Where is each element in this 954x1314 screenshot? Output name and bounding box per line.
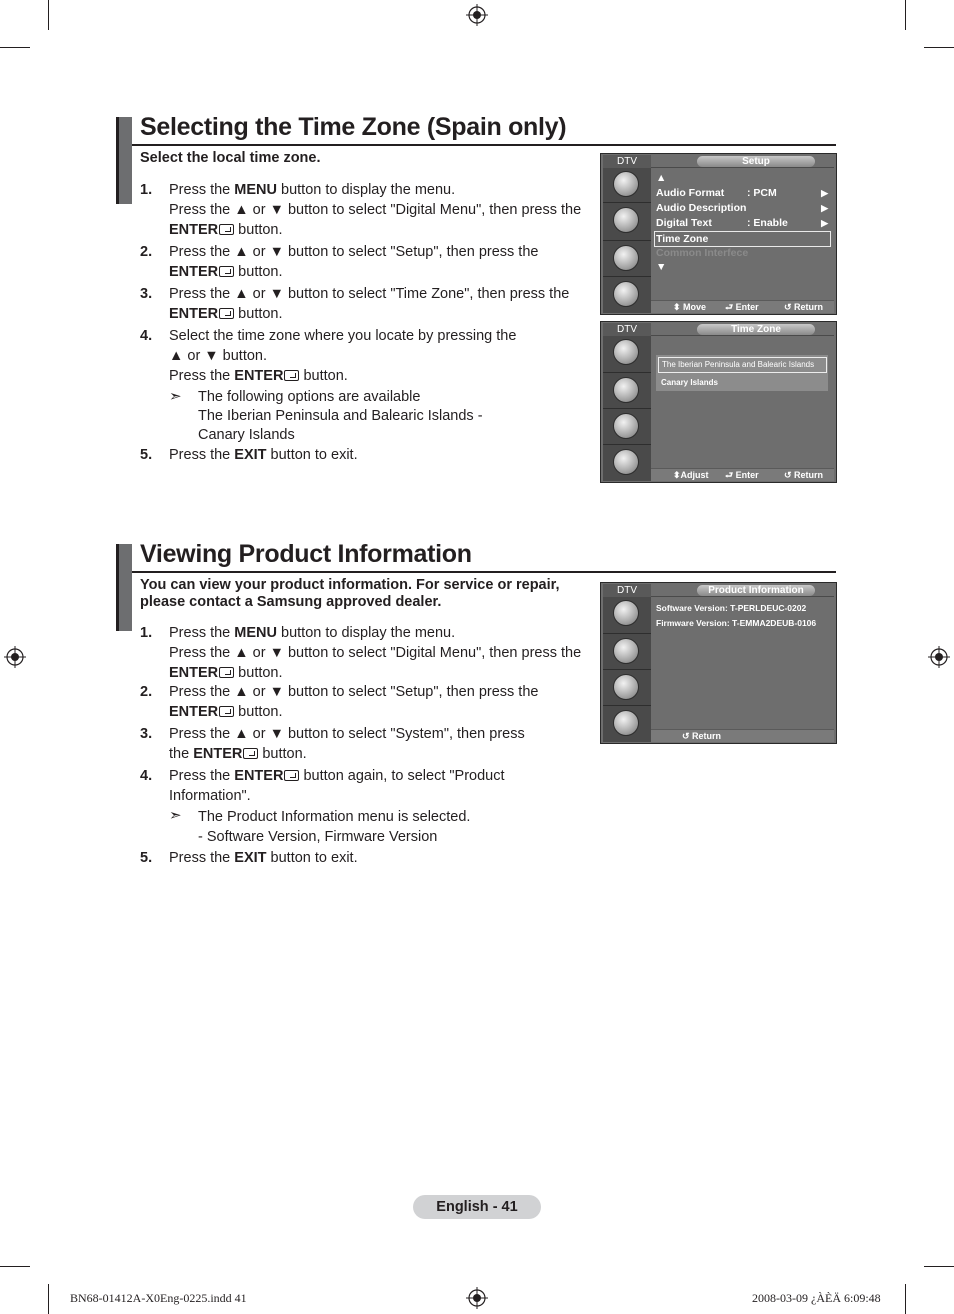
menu-title: Time Zone: [697, 324, 815, 335]
dtv-label: DTV: [603, 155, 651, 168]
menu-item-audio-format[interactable]: Audio Format : PCM ▶: [656, 187, 828, 199]
note-arrow-icon: ➣: [169, 807, 182, 824]
menu-item-audio-description[interactable]: Audio Description ▶: [656, 202, 828, 214]
note-arrow-icon: ➣: [169, 388, 182, 405]
registration-mark-icon: [928, 646, 950, 668]
section-intro: You can view your product information. For service or repair, please contact a Samsung approved dealer.: [140, 577, 560, 610]
registration-mark-icon: [466, 1287, 488, 1309]
crop-mark: [48, 0, 49, 30]
tv-screen-product-information: [600, 582, 837, 744]
enter-icon: [219, 308, 234, 319]
sound-icon: [613, 377, 639, 403]
channel-icon: [613, 674, 639, 700]
step-4: 4. Select the time zone where you locate by pressing the ▲ or ▼ button. Press the ENTER button. ➣ The following options are available The Iberian Peninsula and Balearic Islands - Canary Islands: [140, 326, 595, 445]
option-canary-islands[interactable]: Canary Islands: [661, 378, 718, 387]
setup-icon: [613, 449, 639, 475]
registration-mark-icon: [466, 4, 488, 26]
software-version: Software Version: T-PERLDEUC-0202: [656, 603, 807, 613]
crop-mark: [0, 47, 30, 48]
sound-icon: [613, 638, 639, 664]
scroll-down-icon[interactable]: ▼: [656, 261, 667, 273]
step-1: 1. Press the MENU button to display the menu. Press the ▲ or ▼ button to select "Digital Menu", then press the ENTER button.: [140, 625, 582, 681]
footer-bar: ⬍Adjust ⮐ Enter ↺ Return: [651, 468, 834, 481]
tv-screen-setup: [600, 153, 837, 315]
step-5: 5. Press the EXIT button to exit.: [140, 850, 358, 866]
page-number: English - 41: [413, 1195, 541, 1219]
setup-icon: [613, 281, 639, 307]
step-1: 1. Press the MENU button to display the menu. Press the ▲ or ▼ button to select "Digital Menu", then press the ENTER button.: [140, 182, 582, 238]
menu-item-time-zone[interactable]: Time Zone: [654, 231, 831, 247]
picture-icon: [613, 600, 639, 626]
step-4: 4. Press the ENTER button again, to select "Product Information". ➣ The Product Information menu is selected. - Software Version, Firmware Version: [140, 766, 595, 847]
section-title: Selecting the Time Zone (Spain only): [140, 113, 567, 141]
setup-icon: [613, 710, 639, 736]
channel-icon: [613, 245, 639, 271]
menu-title: Setup: [697, 156, 815, 167]
firmware-version: Firmware Version: T-EMMA2DEUB-0106: [656, 618, 817, 628]
crop-mark: [924, 1266, 954, 1267]
step-3: 3. Press the ▲ or ▼ button to select "System", then press the ENTER button.: [140, 726, 525, 762]
note: ➣ The Product Information menu is selected. - Software Version, Firmware Version: [169, 807, 471, 845]
crop-mark: [0, 1266, 30, 1267]
dtv-label: DTV: [603, 584, 651, 597]
enter-icon: [219, 706, 234, 717]
section-rule: [132, 144, 836, 146]
print-timestamp: 2008-03-09 ¿ÀÈÄ 6:09:48: [752, 1291, 881, 1305]
step-2: 2. Press the ▲ or ▼ button to select "Setup", then press the ENTER button.: [140, 244, 539, 280]
crop-mark: [905, 1284, 906, 1314]
menu-item-common-interface[interactable]: Common Interfece: [656, 247, 749, 259]
section-bar: [116, 117, 132, 204]
note: ➣ The following options are available The Iberian Peninsula and Balearic Islands - Canary Islands: [169, 388, 483, 443]
option-iberian-peninsula[interactable]: The Iberian Peninsula and Balearic Islands: [658, 357, 827, 373]
enter-icon: [219, 266, 234, 277]
picture-icon: [613, 339, 639, 365]
scroll-up-icon[interactable]: ▲: [656, 172, 667, 184]
step-3: 3. Press the ▲ or ▼ button to select "Time Zone", then press the ENTER button.: [140, 286, 570, 322]
crop-mark: [924, 47, 954, 48]
crop-mark: [905, 0, 906, 30]
section-bar: [116, 544, 132, 631]
crop-mark: [48, 1284, 49, 1314]
channel-icon: [613, 413, 639, 439]
enter-icon: [243, 748, 258, 759]
registration-mark-icon: [4, 646, 26, 668]
footer-bar: ⬍ Move ⮐ Enter ↺ Return: [651, 300, 834, 313]
section-intro: Select the local time zone.: [140, 150, 321, 166]
enter-icon: [219, 224, 234, 235]
sound-icon: [613, 207, 639, 233]
section-title: Viewing Product Information: [140, 540, 472, 568]
tv-screen-time-zone: [600, 321, 837, 483]
file-info: BN68-01412A-X0Eng-0225.indd 41: [70, 1291, 247, 1305]
step-2: 2. Press the ▲ or ▼ button to select "Setup", then press the ENTER button.: [140, 684, 539, 720]
menu-item-digital-text[interactable]: Digital Text : Enable ▶: [656, 217, 828, 229]
step-5: 5. Press the EXIT button to exit.: [140, 447, 358, 463]
picture-icon: [613, 171, 639, 197]
enter-icon: [284, 770, 299, 781]
dtv-label: DTV: [603, 323, 651, 336]
menu-title: Product Information: [697, 585, 815, 596]
footer-bar: ↺ Return: [651, 729, 834, 742]
section-rule: [132, 571, 836, 573]
enter-icon: [219, 667, 234, 678]
enter-icon: [284, 370, 299, 381]
